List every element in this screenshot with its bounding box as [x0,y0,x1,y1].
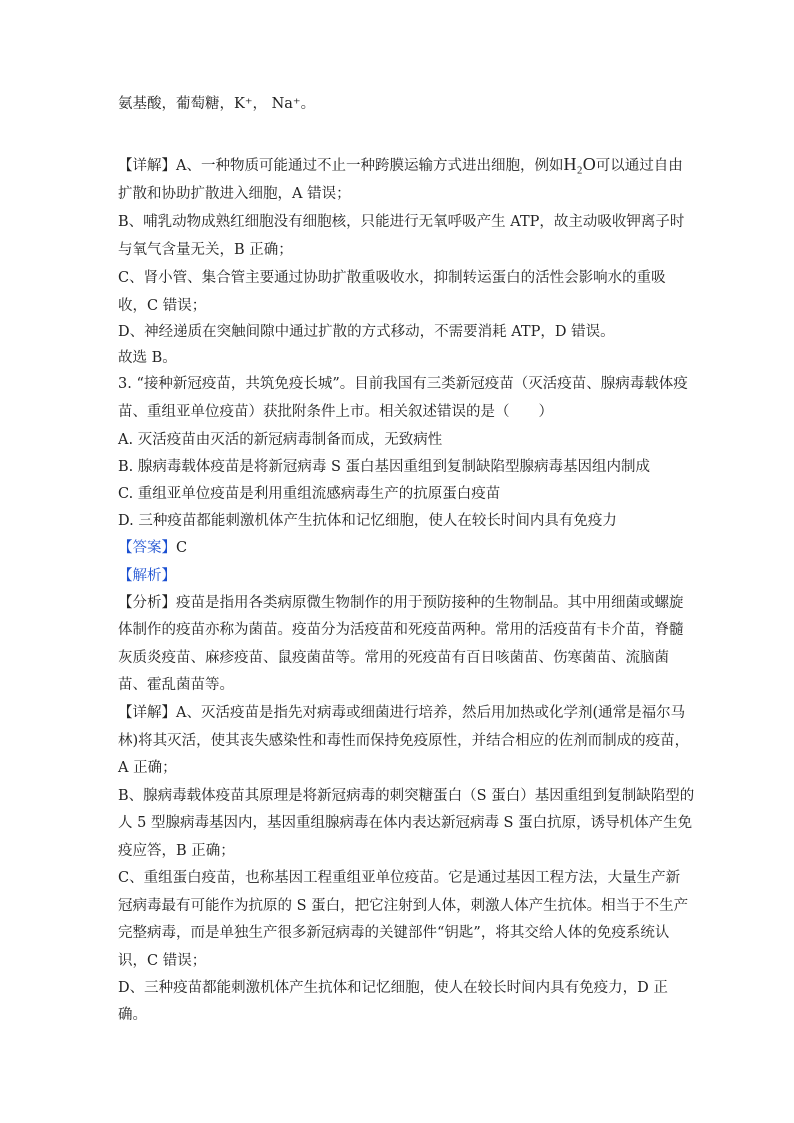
q3-detail-b-line2: 人 5 型腺病毒基因内，基因重组腺病毒在体内表达新冠病毒 S 蛋白抗原，诱导机体产生免 [118,815,693,831]
q3-fenxi-line3: 灰质炎疫苗、麻疹疫苗、鼠疫菌苗等。常用的死疫苗有百日咳菌苗、伤寒菌苗、流脑菌 [118,650,669,666]
detail-label: 【详解】 [118,705,176,721]
q3-option-a: A. 灭活疫苗由灭活的新冠病毒制备而成，无致病性 [118,432,443,448]
q3-option-d: D. 三种疫苗都能刺激机体产生抗体和记忆细胞，使人在较长时间内具有免疫力 [118,513,617,529]
detail-label: 【详解】 [118,158,176,174]
q3-detail-c-line3: 完整病毒，而是单独生产很多新冠病毒的关键部件“钥匙”，将其交给人体的免疫系统认 [118,925,670,941]
q3-detail-b-line3: 疫应答，B 正确； [118,843,235,859]
q3-detail-c-line2: 冠病毒最有可能作为抗原的 S 蛋白，把它注射到人体，刺激人体产生抗体。相当于不生产 [118,898,689,914]
q3-detail-a-line3: A 正确； [118,760,177,776]
q3-fenxi-line4: 苗、霍乱菌苗等。 [118,677,234,693]
fenxi-text: 疫苗是指用各类病原微生物制作的用于预防接种的生物制品。其中用细菌或螺旋 [176,595,684,611]
q3-answer-line [118,538,187,558]
q3-stem-line1: 3. “接种新冠疫苗，共筑免疫长城”。目前我国有三类新冠疫苗（灭活疫苗、腺病毒载体疫 [118,376,688,392]
q3-detail-a-line1 [118,703,685,723]
answer-value: C [176,540,188,556]
fenxi-label: 【分析】 [118,595,176,611]
q3-option-c: C. 重组亚单位疫苗是利用重组流感病毒生产的抗原蛋白疫苗 [118,486,501,502]
answer-label: 【答案】 [118,540,176,556]
q3-detail-b-line1: B、腺病毒载体疫苗其原理是将新冠病毒的刺突糖蛋白（S 蛋白）基因重组到复制缺陷型的 [118,788,695,804]
q3-fenxi-line2: 体制作的疫苗亦称为菌苗。疫苗分为活疫苗和死疫苗两种。常用的活疫苗有卡介苗，脊髓 [118,622,684,638]
q3-fenxi-line1 [118,593,684,613]
intro-line: 氨基酸，葡萄糖，K⁺， Na⁺。 [118,96,316,112]
q2-detail-b-line2: 与氧气含量无关，B 正确； [118,242,293,258]
q2-detail-c-line1: C、肾小管、集合管主要通过协助扩散重吸收水，抑制转运蛋白的活性会影响水的重吸 [118,270,666,286]
detail-text: A、灭活疫苗是指先对病毒或细菌进行培养，然后用加热或化学剂(通常是福尔马 [176,705,686,721]
q2-detail-b-line1: B、哺乳动物成熟红细胞没有细胞核，只能进行无氧呼吸产生 ATP，故主动吸收钾离子时 [118,214,685,230]
q3-detail-d-line1: D、三种疫苗都能刺激机体产生抗体和记忆细胞，使人在较长时间内具有免疫力，D 正 [118,980,668,996]
q3-detail-c-line4: 识，C 错误； [118,953,207,969]
q3-stem-line2: 苗、重组亚单位疫苗）获批附条件上市。相关叙述错误的是（ ） [118,404,553,420]
q2-detail-a-line1 [118,154,683,176]
h2o-formula: H₂O [563,154,596,174]
q2-conclusion: 故选 B。 [118,350,177,366]
q2-detail-d: D、神经递质在突触间隙中通过扩散的方式移动，不需要消耗 ATP，D 错误。 [118,324,615,340]
q3-detail-c-line1: C、重组蛋白疫苗，也称基因工程重组亚单位疫苗。它是通过基因工程方法，大量生产新 [118,870,681,886]
q3-detail-d-line2: 确。 [118,1007,147,1023]
q3-option-b: B. 腺病毒载体疫苗是将新冠病毒 S 蛋白基因重组到复制缺陷型腺病毒基因组内制成 [118,459,651,475]
q3-detail-a-line2: 林)将其灭活，使其丧失感染性和毒性而保持免疫原性，并结合相应的佐剂而制成的疫苗， [118,733,690,749]
detail-text: A、一种物质可能通过不止一种跨膜运输方式进出细胞，例如 [176,158,564,174]
q2-detail-a-line2: 扩散和协助扩散进入细胞，A 错误； [118,186,351,202]
analysis-label: 【解析】 [118,568,176,584]
detail-text: 可以通过自由 [595,158,683,174]
q2-detail-c-line2: 收，C 错误； [118,298,207,314]
